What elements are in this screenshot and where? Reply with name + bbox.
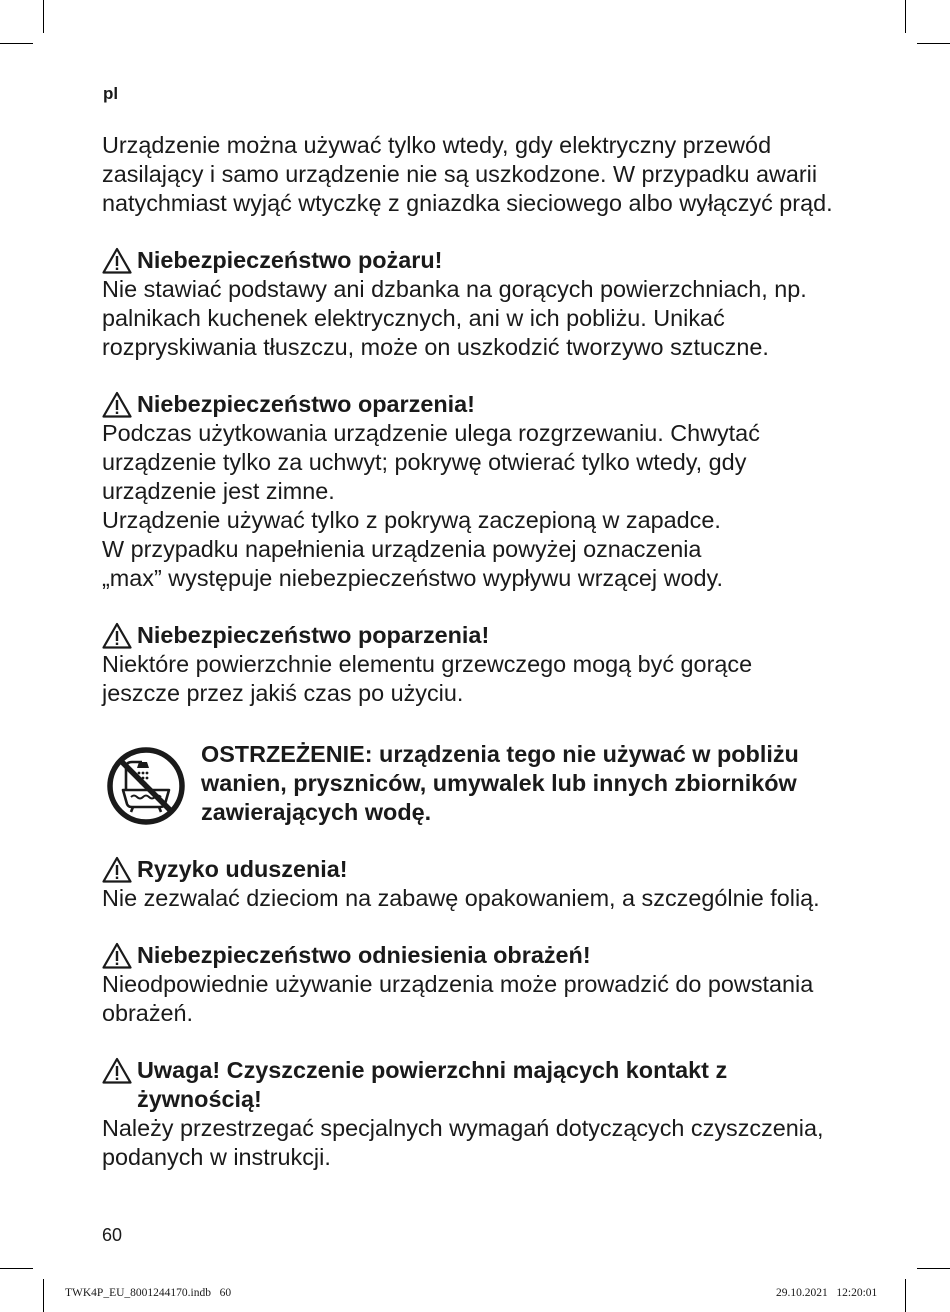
burn-body-1: Podczas użytkowania urządzenie ulega rozgrzewaniu. Chwytać urządzenie tylko za uchwyt; pokrywę otwierać tylko wtedy, gdy urządzenie jest zimne.: [102, 420, 760, 504]
crop-mark-bottom-right-v: [905, 1279, 906, 1312]
crop-mark-bottom-left-h: [0, 1268, 33, 1269]
page-number: 60: [102, 1225, 123, 1245]
warning-triangle-icon: [102, 247, 132, 274]
warning-triangle-icon: [102, 856, 132, 883]
burn-title: Niebezpieczeństwo oparzenia!: [137, 391, 475, 417]
warning-triangle-icon: [102, 622, 132, 649]
cleaning-heading: [102, 1056, 862, 1114]
footer-timestamp: 29.10.2021 12:20:01: [776, 1287, 878, 1299]
cleaning-title: Uwaga! Czyszczenie powierzchni mających kontakt z żywnością!: [137, 1057, 728, 1112]
injury-title: Niebezpieczeństwo odniesienia obrażeń!: [137, 942, 591, 968]
bath-warning: [102, 740, 862, 827]
scald-heading: [102, 621, 862, 650]
page-content: [102, 131, 862, 1172]
injury-heading: [102, 941, 862, 970]
scald-title: Niebezpieczeństwo poparzenia!: [137, 622, 490, 648]
crop-mark-top-right-h: [917, 43, 950, 44]
burn-heading: [102, 390, 862, 419]
suffocation-heading: [102, 855, 862, 884]
injury-body: Nieodpowiednie używanie urządzenia może prowadzić do powstania obrażeń.: [102, 971, 814, 1026]
crop-mark-bottom-right-h: [917, 1268, 950, 1269]
crop-mark-top-left-h: [0, 43, 33, 44]
no-bath-icon: [106, 746, 186, 826]
fire-heading: [102, 246, 862, 275]
language-code: pl: [103, 84, 119, 103]
bath-warning-text: OSTRZEŻENIE: urządzenia tego nie używać w pobliżu wanien, pryszniców, umywalek lub innych zbiorników zawierających wodę.: [201, 741, 799, 825]
burn-body-3: W przypadku napełnienia urządzenia powyżej oznaczenia „max” występuje niebezpieczeństwo wypływu wrzącej wody.: [102, 536, 723, 591]
scald-body: Niektóre powierzchnie elementu grzewczego mogą być gorące jeszcze przez jakiś czas po użyciu.: [102, 651, 753, 706]
warning-triangle-icon: [102, 942, 132, 969]
footer-file-info: TWK4P_EU_8001244170.indb 60: [65, 1287, 232, 1299]
fire-body: Nie stawiać podstawy ani dzbanka na gorących powierzchniach, np. palnikach kuchenek elektrycznych, ani w ich pobliżu. Unikać rozpryskiwania tłuszczu, może on uszkodzić tworzywo sztuczne.: [102, 276, 807, 360]
warning-triangle-icon: [102, 1057, 132, 1084]
intro-paragraph: Urządzenie można używać tylko wtedy, gdy elektryczny przewód zasilający i samo urządzenie nie są uszkodzone. W przypadku awarii natychmiast wyjąć wtyczkę z gniazdka sieciowego albo wyłączyć prąd.: [102, 132, 833, 216]
crop-mark-top-right-v: [905, 0, 906, 33]
cleaning-body: Należy przestrzegać specjalnych wymagań dotyczących czyszczenia, podanych w instrukcji.: [102, 1115, 824, 1170]
warning-triangle-icon: [102, 391, 132, 418]
burn-body-2: Urządzenie używać tylko z pokrywą zaczepioną w zapadce.: [102, 507, 721, 533]
suffocation-body: Nie zezwalać dzieciom na zabawę opakowaniem, a szczególnie folią.: [102, 885, 820, 911]
crop-mark-top-left-v: [43, 0, 44, 33]
suffocation-title: Ryzyko uduszenia!: [137, 856, 348, 882]
crop-mark-bottom-left-v: [43, 1279, 44, 1312]
fire-title: Niebezpieczeństwo pożaru!: [137, 247, 443, 273]
